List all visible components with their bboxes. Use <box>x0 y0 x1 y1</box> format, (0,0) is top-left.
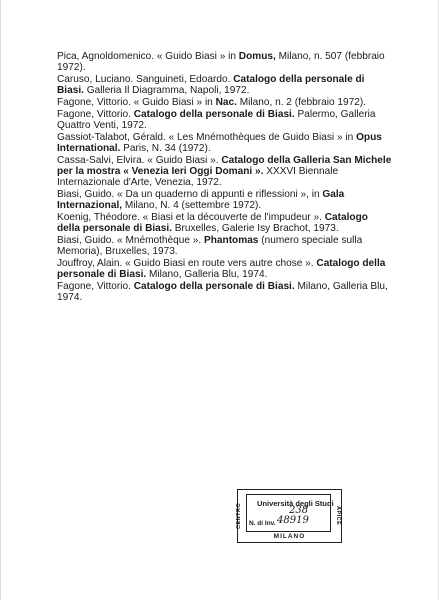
bibliography-entry <box>57 258 392 281</box>
entry-title: Catalogo della personale di Biasi. <box>57 257 386 281</box>
entry-text: Fagone, Vittorio. « Guido Biasi » in <box>57 96 216 108</box>
stamp-handwritten-top: 238 <box>289 505 309 516</box>
entry-text: (numero speciale sulla Memoria), Bruxelles, 1973. <box>57 234 363 258</box>
entry-text: Milano, n. 2 (febbraio 1972). <box>236 96 366 108</box>
bibliography-entry <box>57 74 392 97</box>
bibliography-entry <box>57 132 392 155</box>
entry-title: Gala Internazional, <box>57 188 345 212</box>
entry-text: Pica, Agnoldomenico. « Guido Biasi » in <box>57 51 239 62</box>
stamp-inner-box <box>246 494 334 532</box>
entry-text: Paris, N. 34 (1972). <box>120 142 211 154</box>
stamp-side-right: APICE <box>335 506 341 526</box>
entry-text: Palermo, Galleria Quattro Venti, 1972. <box>57 108 376 131</box>
bibliography-entry <box>57 235 392 258</box>
entry-text: XXXVI Biennale Internazionale d'Arte, Venezia, 1972. <box>57 165 339 189</box>
entry-text: Gassiot-Talabot, Gérald. « Les Mnémothèques de Guido Biasi » in <box>57 131 357 143</box>
bibliography-entry <box>57 212 392 235</box>
entry-text: Cassa-Salvi, Elvira. « Guido Biasi ». <box>57 154 222 166</box>
entry-text: Biasi, Guido. « Mnémothèque ». <box>57 234 205 246</box>
stamp-handwritten-number: 48919 <box>277 515 309 526</box>
entry-text: Milano, n. 507 (febbraio 1972). <box>57 51 385 74</box>
entry-text: Galleria Il Diagramma, Napoli, 1972. <box>83 85 250 97</box>
entry-text: Milano, N. 4 (settembre 1972). <box>122 200 262 212</box>
entry-title: Opus International. <box>57 131 382 154</box>
stamp-side-left: CENTRO <box>236 502 242 530</box>
stamp-university: Università degli Studi <box>257 499 334 508</box>
bibliography-entry <box>57 155 392 189</box>
entry-text: Biasi, Guido. « Da un quaderno di appunti e riflessioni », in <box>57 188 323 200</box>
bibliography-list <box>57 51 392 304</box>
entry-title: Catalogo della personale di Biasi. <box>133 280 295 292</box>
entry-text: Koenig, Théodore. « Biasi et la découverte de l'impudeur ». <box>57 211 325 223</box>
bibliography-entry <box>57 97 392 108</box>
entry-title: Phantomas <box>204 234 259 246</box>
stamp-city: MILANO <box>273 533 306 540</box>
bibliography-entry <box>57 109 392 132</box>
entry-text: Milano, Galleria Blu, 1974. <box>146 269 268 281</box>
stamp-inventory-label: N. di Inv. <box>249 520 276 527</box>
library-stamp <box>237 489 342 543</box>
entry-text: Fagone, Vittorio. <box>57 108 134 120</box>
entry-title: Catalogo della Galleria San Michele per la mostra « Venezia Ieri Oggi Domani ». <box>57 154 392 177</box>
bibliography-entry <box>57 189 392 212</box>
entry-title: Catalogo della personale di Biasi. <box>57 73 365 97</box>
entry-text: Milano, Galleria Blu, 1974. <box>57 280 388 304</box>
entry-text: Bruxelles, Galerie Isy Brachot, 1973. <box>172 223 339 235</box>
entry-text: Jouffroy, Alain. « Guido Biasi en route vers autre chose ». <box>57 257 317 269</box>
bibliography-entry <box>57 51 392 74</box>
entry-title: Nac. <box>215 96 237 108</box>
bibliography-entry <box>57 281 392 304</box>
entry-text: Caruso, Luciano. Sanguineti, Edoardo. <box>57 73 234 85</box>
entry-title: Catalogo della personale di Biasi. <box>133 108 295 120</box>
entry-title: Domus, <box>238 51 276 62</box>
entry-text: Fagone, Vittorio. <box>57 280 134 292</box>
entry-title: Catalogo della personale di Biasi. <box>57 211 368 235</box>
